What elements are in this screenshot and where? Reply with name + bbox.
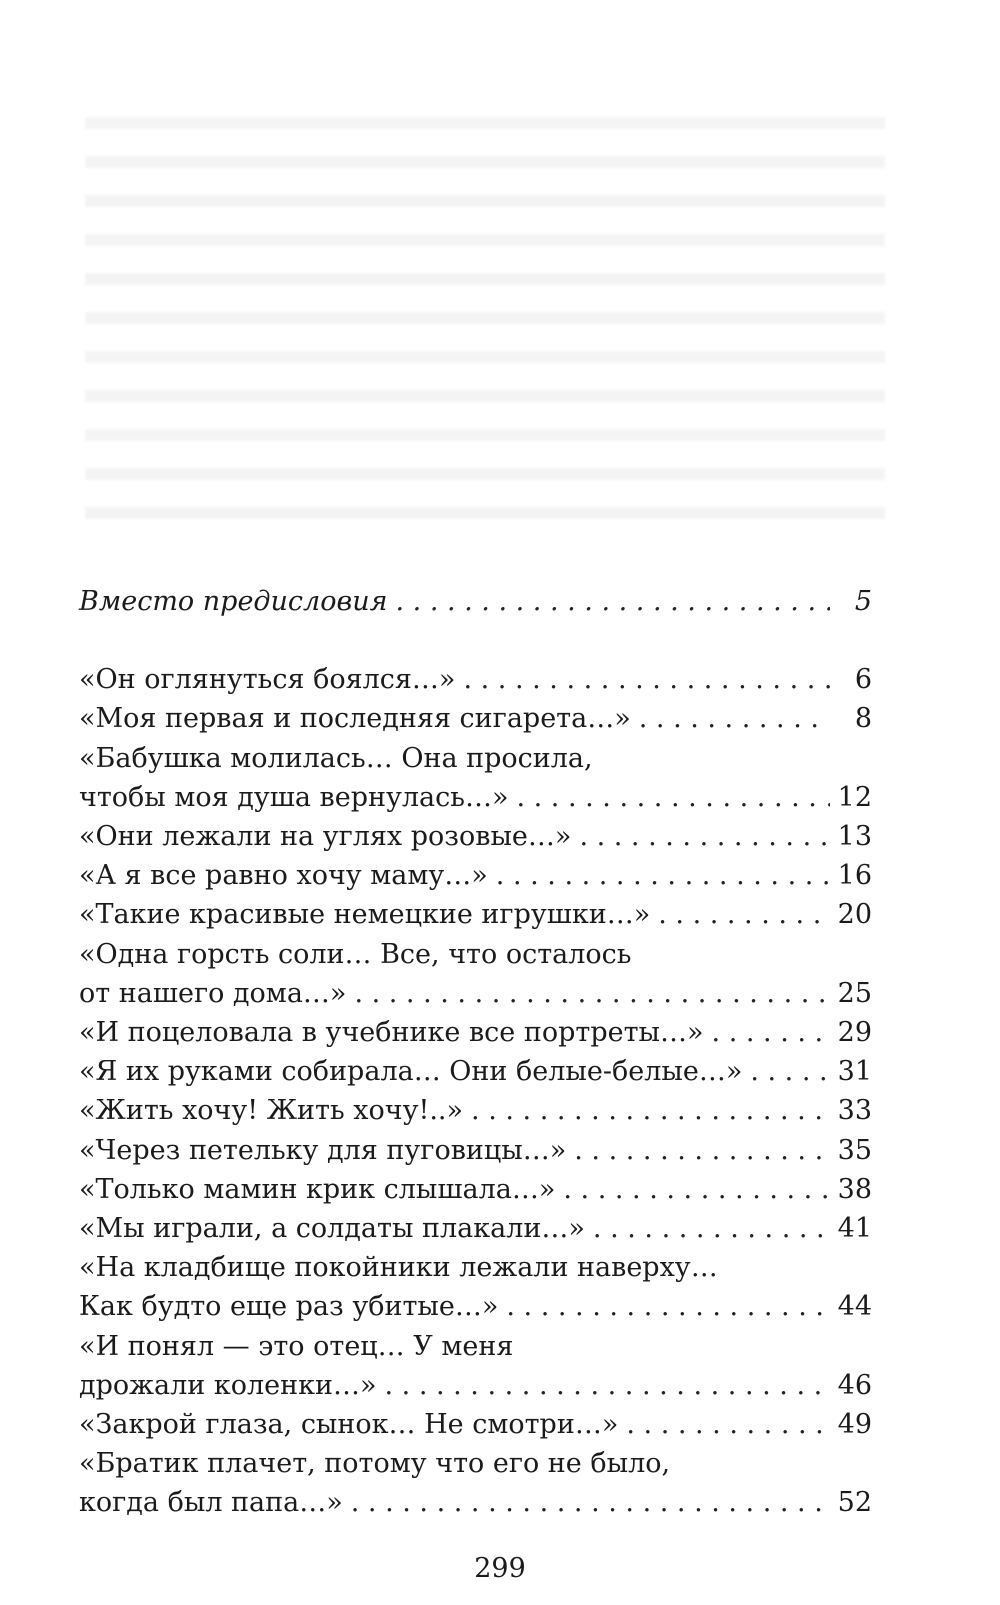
- dot-leader: [626, 1405, 830, 1444]
- toc-entry: [79, 895, 872, 934]
- toc-entry-page: 6: [854, 664, 872, 696]
- toc-entry-page: 44: [837, 1291, 872, 1323]
- toc-entry-title: «Я их руками собирала… Они белые-белые…»: [79, 1056, 743, 1088]
- dot-leader: [351, 1483, 830, 1522]
- toc-entry-title: «Моя первая и последняя сигарета…»: [79, 703, 631, 735]
- toc-entry-page: 49: [837, 1409, 872, 1441]
- show-through-text: [85, 95, 885, 545]
- toc-entry: [79, 699, 872, 738]
- toc-entry-title-line: «И понял — это отец… У меня: [79, 1330, 514, 1362]
- toc-entry-intro: [79, 582, 872, 621]
- toc-entry-title: от нашего дома…»: [79, 977, 347, 1009]
- toc-entry-title-line: «Братик плачет, потому что его не было,: [79, 1448, 671, 1480]
- dot-leader: [516, 778, 830, 817]
- toc-entry-page: 33: [837, 1095, 872, 1127]
- toc-entry-title: «Они лежали на углях розовые…»: [79, 821, 572, 853]
- toc-entry: [79, 817, 872, 856]
- dot-leader: [579, 817, 830, 856]
- dot-leader: [750, 1052, 830, 1091]
- toc-entry-title-line: «Бабушка молилась… Она просила,: [79, 742, 593, 774]
- toc-entry-page: 46: [837, 1369, 872, 1401]
- toc-entry-title: «Мы играли, а солдаты плакали…»: [79, 1213, 585, 1245]
- dot-leader: [496, 856, 830, 895]
- toc-entry-title: «Через петельку для пуговицы…»: [79, 1134, 567, 1166]
- toc-entry-title: когда был папа…»: [79, 1487, 343, 1519]
- toc-entry-page: 41: [837, 1213, 872, 1245]
- toc-entry: [79, 1327, 872, 1405]
- toc-entry: [79, 935, 872, 1013]
- dot-leader: [574, 1131, 830, 1170]
- toc-entry-page: 20: [837, 899, 872, 931]
- dot-leader: [639, 699, 830, 738]
- toc-entry-page: 35: [837, 1134, 872, 1166]
- toc-entry-title: Вместо предисловия: [79, 586, 388, 617]
- toc-entry: [79, 1444, 872, 1522]
- table-of-contents: [79, 582, 872, 1523]
- toc-entry-title-line: «Одна горсть соли… Все, что осталось: [79, 938, 632, 970]
- dot-leader: [593, 1209, 830, 1248]
- dot-leader: [471, 1091, 830, 1130]
- toc-entry-page: 52: [837, 1487, 872, 1519]
- toc-entry-title: «Только мамин крик слышала…»: [79, 1173, 556, 1205]
- toc-entry-title: дрожали коленки…»: [79, 1369, 377, 1401]
- dot-leader: [354, 974, 830, 1013]
- page-number: 299: [474, 1553, 526, 1584]
- toc-entry: [79, 1209, 872, 1248]
- toc-entry-title: «А я все равно хочу маму…»: [79, 860, 488, 892]
- dot-leader: [463, 660, 830, 699]
- dot-leader: [563, 1170, 830, 1209]
- toc-entry: [79, 1405, 872, 1444]
- toc-entry-page: 12: [837, 781, 872, 813]
- toc-entry-title-line: «На кладбище покойники лежали наверху…: [79, 1252, 718, 1284]
- toc-entry-title: «И поцеловала в учебнике все портреты…»: [79, 1017, 704, 1049]
- toc-entry-page: 38: [837, 1173, 872, 1205]
- toc-entry-title: «Жить хочу! Жить хочу!..»: [79, 1095, 464, 1127]
- dot-leader: [658, 895, 830, 934]
- toc-entry-title: «Закрой глаза, сынок… Не смотри…»: [79, 1409, 619, 1441]
- toc-entry-title: чтобы моя душа вернулась…»: [79, 781, 509, 813]
- toc-entry: [79, 739, 872, 817]
- toc-entry-page: 29: [837, 1017, 872, 1049]
- toc-entry: [79, 1131, 872, 1170]
- toc-entry: [79, 1248, 872, 1326]
- toc-entry-page: 25: [837, 977, 872, 1009]
- dot-leader: [506, 1287, 830, 1326]
- toc-entry-page: 31: [837, 1056, 872, 1088]
- dot-leader: [712, 1013, 830, 1052]
- toc-entry: [79, 1013, 872, 1052]
- toc-entry: [79, 856, 872, 895]
- toc-entry-title: «Такие красивые немецкие игрушки…»: [79, 899, 651, 931]
- toc-entry-page: 8: [854, 703, 872, 735]
- toc-entry-page: 13: [837, 821, 872, 853]
- dot-leader: [384, 1366, 830, 1405]
- toc-entry: [79, 660, 872, 699]
- toc-entry-title: «Он оглянуться боялся…»: [79, 664, 456, 696]
- toc-entry: [79, 1091, 872, 1130]
- toc-entry: [79, 1052, 872, 1091]
- toc-entry: [79, 1170, 872, 1209]
- dot-leader: [395, 582, 830, 621]
- toc-entry-page: 5: [854, 586, 872, 617]
- toc-entry-title: Как будто еще раз убитые…»: [79, 1291, 499, 1323]
- toc-entry-page: 16: [837, 860, 872, 892]
